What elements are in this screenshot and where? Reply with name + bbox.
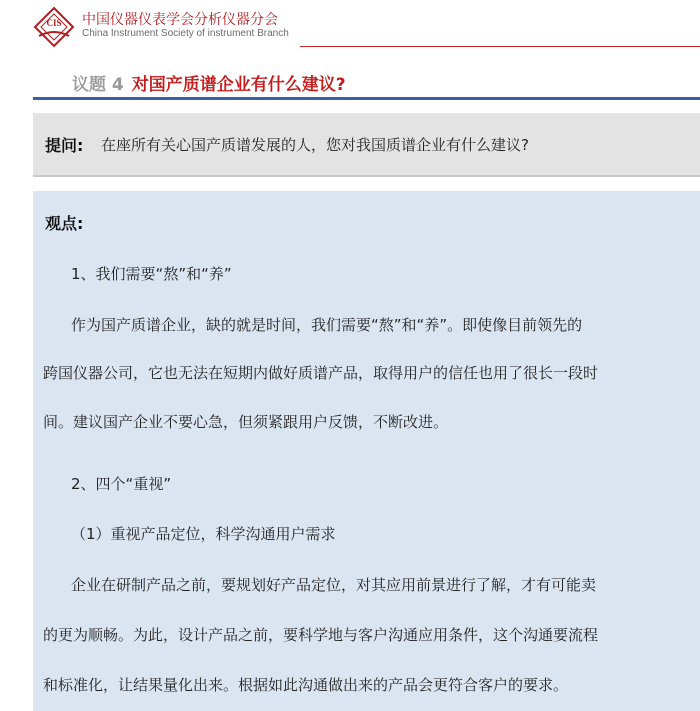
- subsection-heading: （1）重视产品定位，科学沟通用户需求: [71, 525, 336, 543]
- topic-title: [72, 70, 346, 95]
- paragraph-line: 跨国仪器公司，它也无法在短期内做好质谱产品，取得用户的信任也用了很长一段时: [43, 364, 599, 382]
- topic-number: 议题 4: [72, 75, 124, 95]
- header: [0, 0, 700, 60]
- question-box: [33, 113, 700, 177]
- topic-title-text: 对国产质谱企业有什么建议?: [131, 75, 346, 95]
- section-2-heading: 2、四个“重视”: [71, 475, 172, 493]
- paragraph-line: 的更为顺畅。为此，设计产品之前，要科学地与客户沟通应用条件，这个沟通要流程: [43, 626, 599, 644]
- viewpoint-box: [33, 191, 700, 711]
- cis-logo-icon: [33, 6, 75, 48]
- paragraph-line: 间。建议国产企业不要心急，但须紧跟用户反馈，不断改进。: [43, 413, 449, 431]
- paragraph-line: 和标准化，让结果量化出来。根据如此沟通做出来的产品会更符合客户的要求。: [43, 676, 569, 694]
- title-underline: [33, 97, 700, 100]
- org-name-en: China Instrument Society of instrument Branch: [82, 28, 289, 39]
- org-name-cn: 中国仪器仪表学会分析仪器分会: [82, 12, 278, 28]
- header-divider: [300, 46, 700, 47]
- section-1-heading: 1、我们需要“熬”和“养”: [71, 265, 232, 283]
- svg-text:CIS: CIS: [46, 18, 62, 28]
- question-label: 提问:: [45, 136, 84, 155]
- question-text: 在座所有关心国产质谱发展的人，您对我国质谱企业有什么建议?: [101, 136, 529, 154]
- viewpoint-label: 观点:: [45, 214, 84, 233]
- paragraph-line: 作为国产质谱企业，缺的就是时间，我们需要“熬”和“养”。即使像目前领先的: [71, 316, 583, 334]
- paragraph-line: 企业在研制产品之前，要规划好产品定位，对其应用前景进行了解，才有可能卖: [71, 576, 597, 594]
